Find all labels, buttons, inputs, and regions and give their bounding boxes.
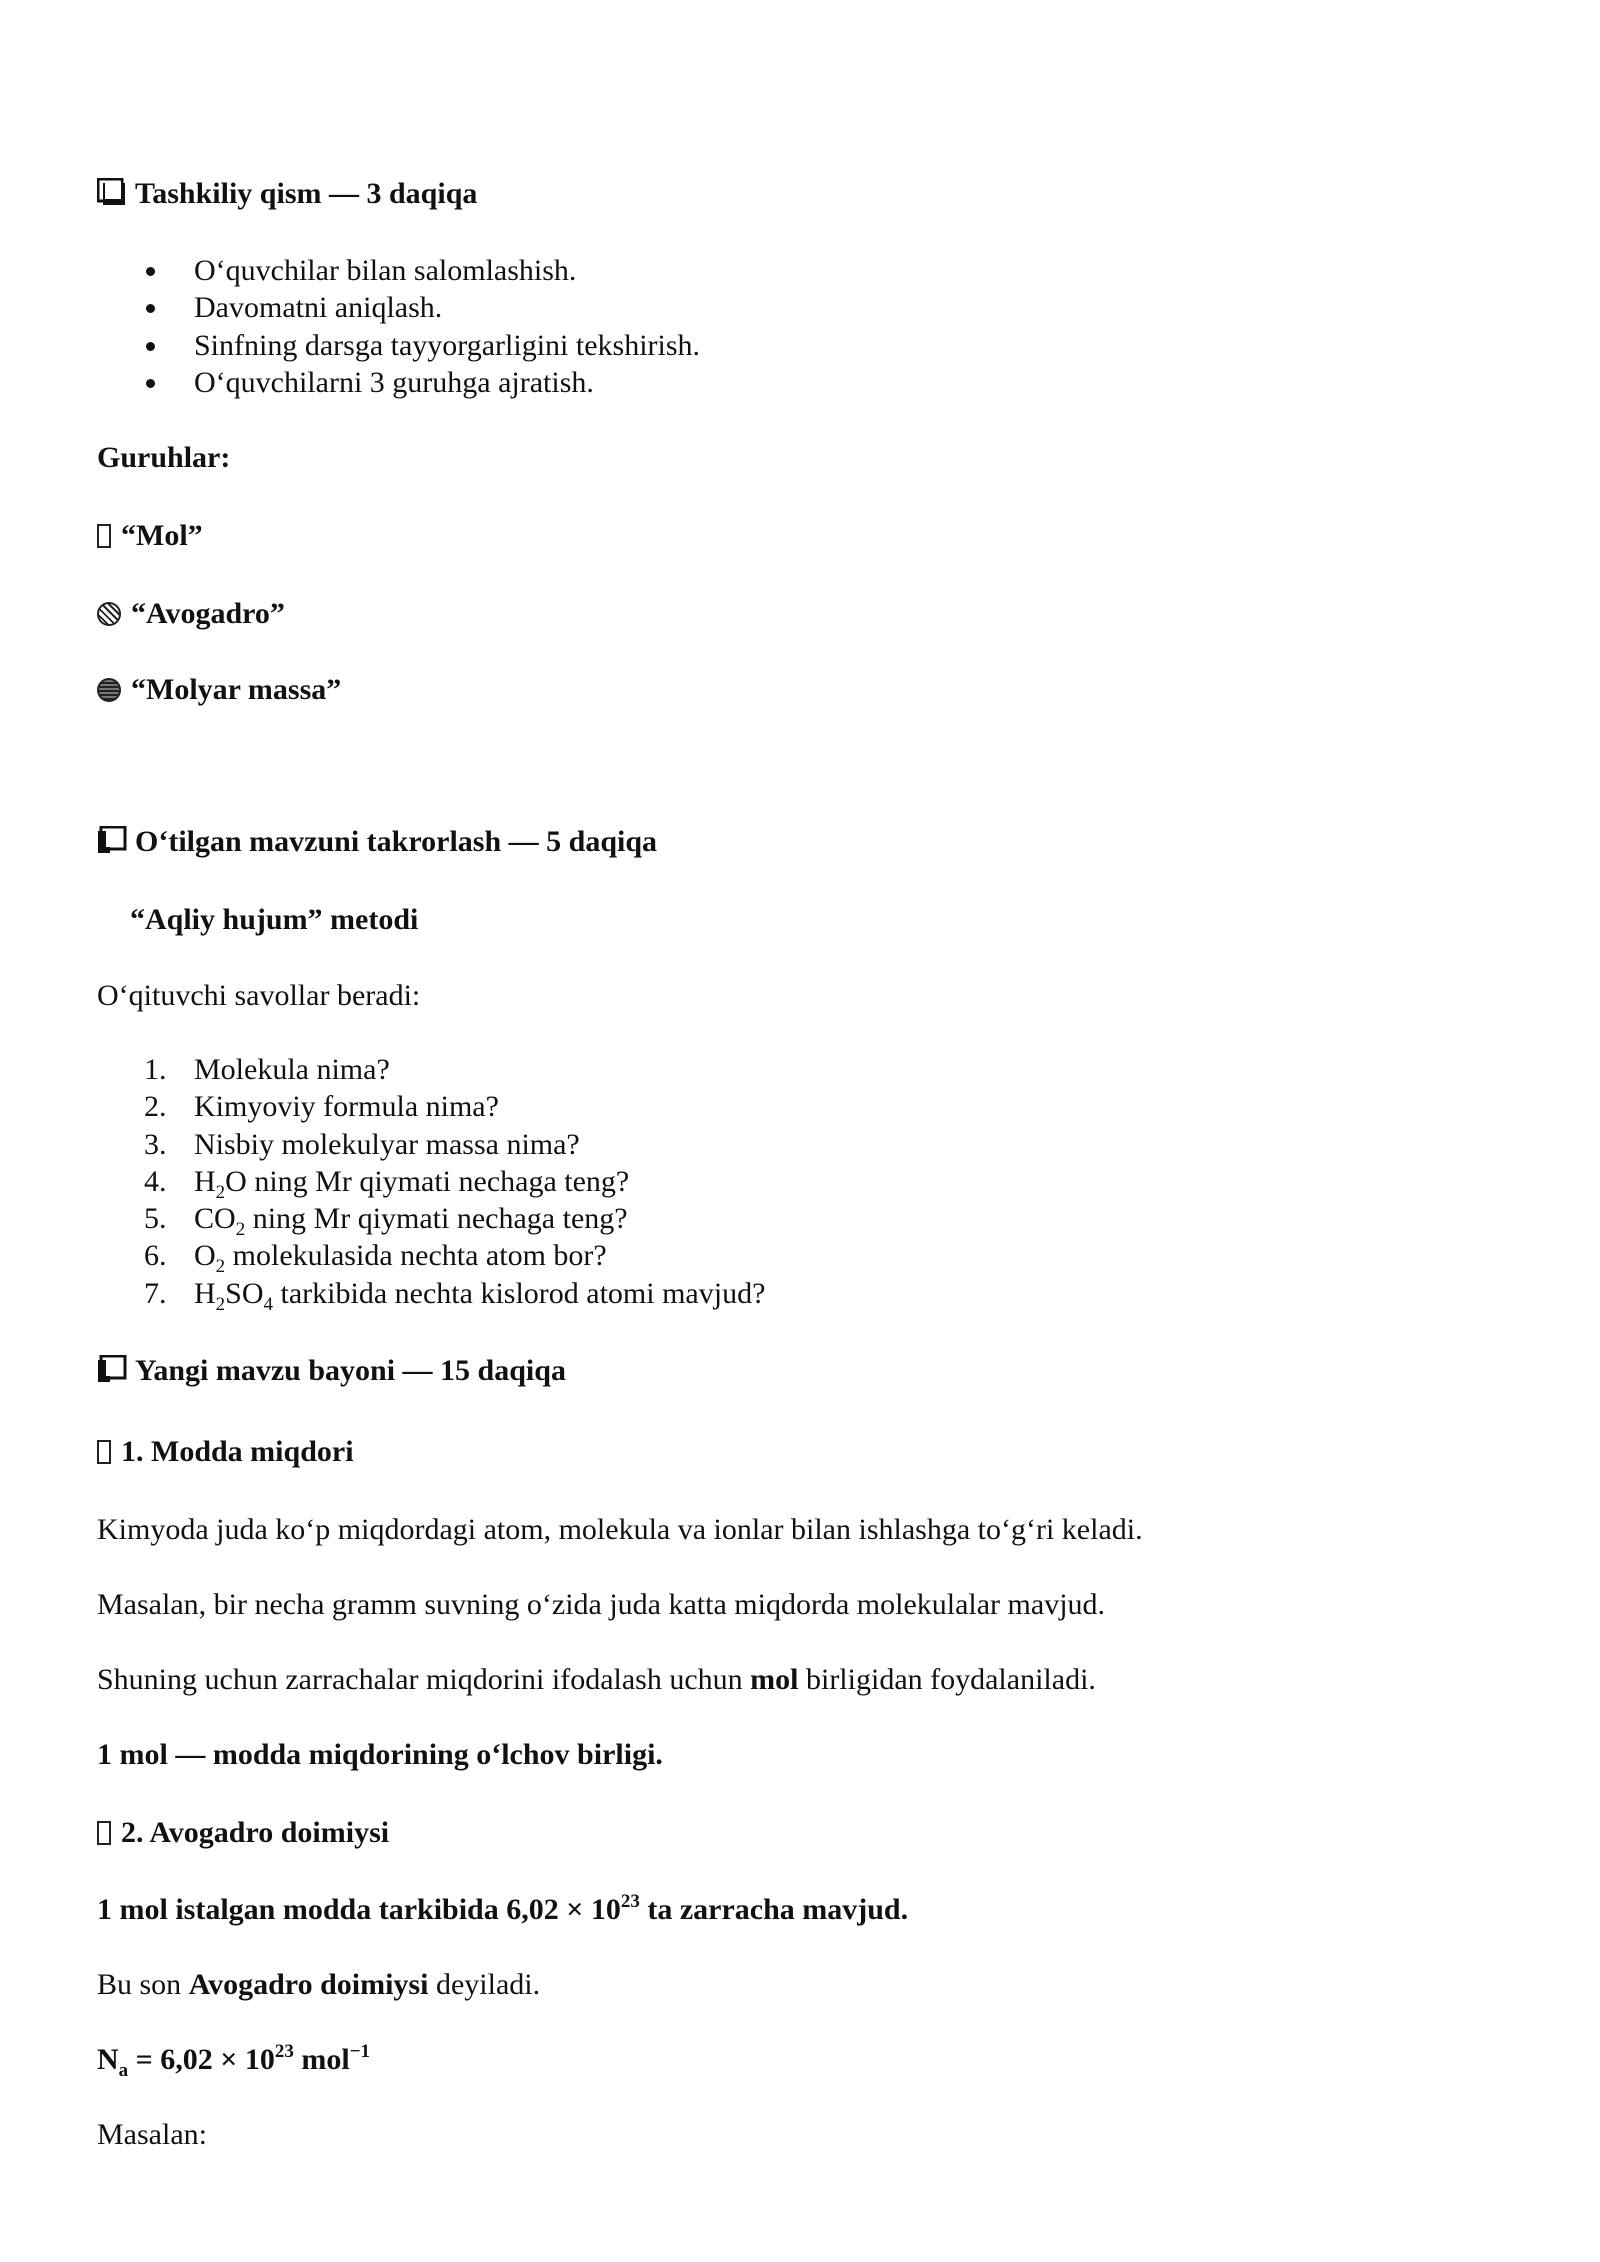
section-heading-review [97,822,657,865]
bullet-icon [146,379,155,388]
group-avogadro: “Avogadro” [97,594,285,634]
definition: 1 mol — modda miqdorining o‘lchov birligi. [97,1738,663,1771]
avogadro-fact: 1 mol istalgan modda tarkibida $6,02 \times 10^{23}$ ta zarracha mavjud. [97,1891,909,1926]
method-title: “Aqliy hujum” metodi [130,903,419,936]
list-item: O‘quvchilarni 3 guruhga ajratish. [0,364,700,401]
review-intro: O‘qituvchi savollar beradi: [97,979,421,1012]
page-icon [97,825,127,865]
page-icon [97,177,127,217]
list-item: 3. Nisbiy molekulyar massa nima? [144,1127,580,1161]
list-item: Davomatni aniqlash. [0,289,700,326]
groups-label: Guruhlar: [97,441,231,474]
list-item: 1. Molekula nima? [144,1053,390,1086]
list-item: 7. $H_2SO_4$ tarkibida nechta kislorod atomi mavjud? [144,1276,766,1315]
bullet-icon [146,342,155,351]
example-label: Masalan: [97,2118,207,2151]
avogadro-formula: $N_a = 6,02 \times 10^{23}$ mol$^{-1}$ [97,2041,371,2081]
section-heading-organizational [97,174,477,217]
paragraph: Masalan, bir necha gramm suvning o‘zida juda katta miqdorda molekulalar mavjud. [97,1588,1106,1621]
section-heading-new-topic [97,1351,566,1394]
list-item: 2. Kimyoviy formula nima? [144,1090,499,1124]
hatched-circle-icon [97,602,121,626]
subheading-avogadro-doimiysi: 2. Avogadro doimiysi [97,1813,389,1853]
paragraph: Bu son Avogadro doimiysi deyiladi. [97,1968,541,2001]
organizational-list [0,252,700,401]
missing-glyph-icon [97,1821,111,1845]
list-item: O‘quvchilar bilan salomlashish. [0,252,700,289]
review-questions [0,1051,766,1315]
section-title: O‘tilgan mavzuni takrorlash — 5 daqiqa [135,825,658,858]
list-item: 4. $H_2O$ ning Mr qiymati nechaga teng? [144,1164,630,1203]
dark-circle-icon [97,678,121,702]
list-item: 5. $CO_2$ ning Mr qiymati nechaga teng? [144,1202,628,1241]
paragraph: Shuning uchun zarrachalar miqdorini ifodalash uchun mol birligidan foydalaniladi. [97,1663,1096,1696]
group-molyar-massa: “Molyar massa” [97,670,341,710]
list-item: Sinfning darsga tayyorgarligini tekshirish. [0,327,700,364]
list-item: 6. $O_2$ molekulasida nechta atom bor? [144,1239,607,1278]
missing-glyph-icon [97,1440,111,1464]
page-icon [97,1354,127,1394]
subheading-modda-miqdori: 1. Modda miqdori [97,1432,354,1472]
bullet-icon [146,267,155,276]
missing-glyph-icon [97,524,111,548]
section-title: Yangi mavzu bayoni — 15 daqiqa [135,1354,566,1387]
bullet-icon [146,304,155,313]
paragraph: Kimyoda juda ko‘p miqdordagi atom, molekula va ionlar bilan ishlashga to‘g‘ri keladi. [97,1513,1143,1546]
group-mol: “Mol” [97,516,203,556]
section-title: Tashkiliy qism — 3 daqiqa [135,177,478,210]
